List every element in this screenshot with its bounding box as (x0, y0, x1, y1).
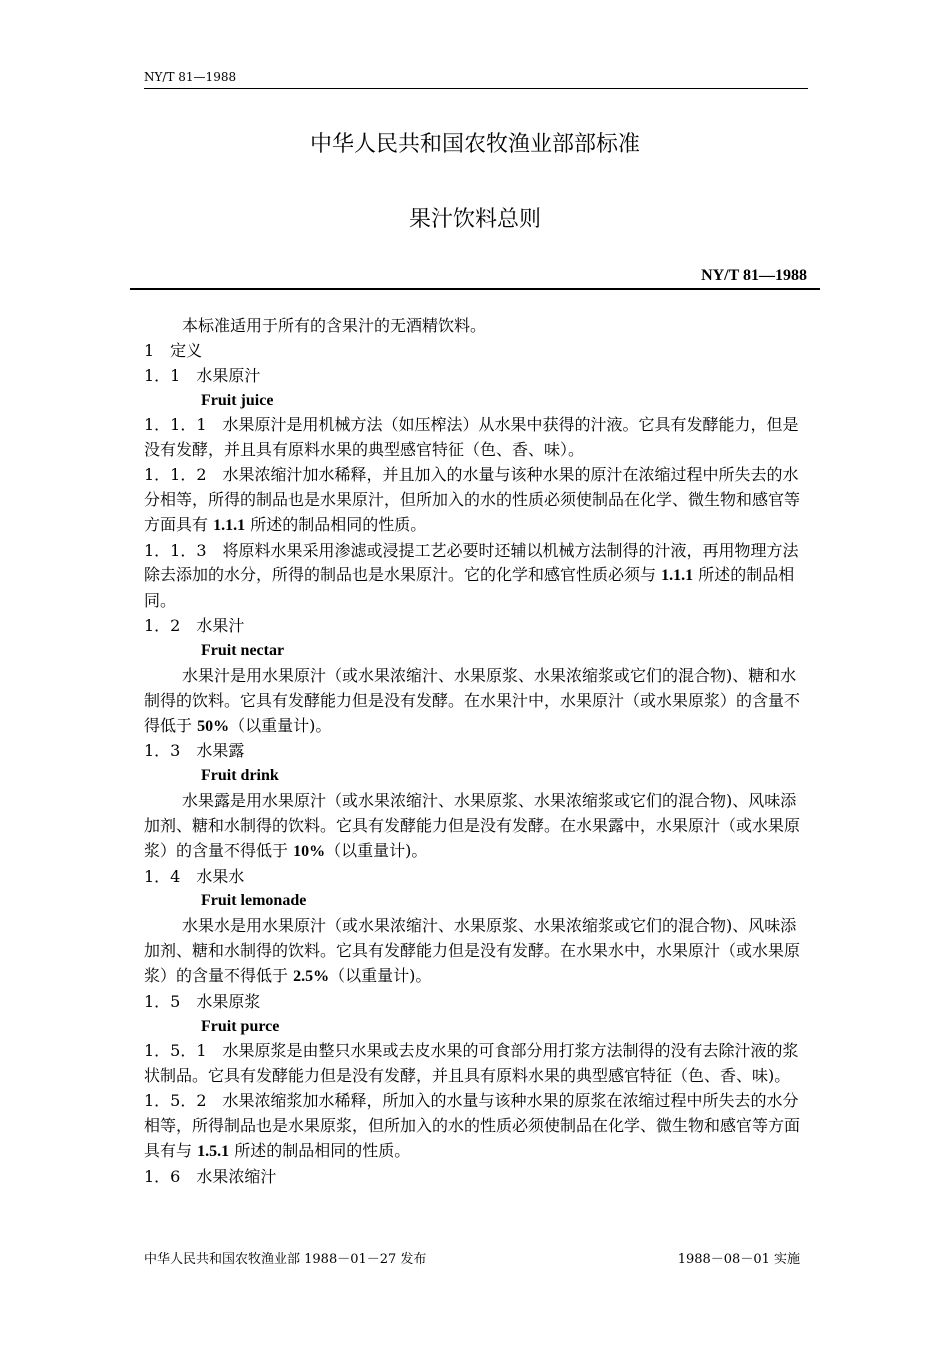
clause-1-1-2: 1．1．2 水果浓缩汁加水稀释，并且加入的水量与该种水果的原汁在浓缩过程中所失去的水分相等，所得的制品也是水果原汁，但所加入的水的性质必须使制品在化学、微生物和感官等方面具有 1.1.1 所述的制品相同的性质。 (144, 465, 801, 534)
section-1-heading: 1 定义 (144, 340, 203, 360)
clause-1-5-1: 1．5．1 水果原浆是由整只水果或去皮水果的可食部分用打浆方法制得的没有去除汁液的浆状制品。它具有发酵能力但是没有发酵，并且具有原料水果的典型感官特征（色、香、味)。 (144, 1041, 799, 1086)
section-1-5-heading: 1．5 水果原浆 (144, 991, 261, 1011)
title-rule (130, 288, 820, 290)
section-1-4-heading: 1．4 水果水 (144, 866, 245, 886)
standard-number: NY/T 81—1988 (701, 267, 807, 284)
section-1-4-paragraph: 水果水是用水果原汁（或水果浓缩汁、水果原浆、水果浓缩浆或它们的混合物)、风味添加剂、糖和水制得的饮料。它具有发酵能力但是没有发酵。在水果水中，水果原汁（或水果原浆）的含量不得低于 2.5%（以重量计)。 (144, 916, 801, 985)
footer-issue-date: 中华人民共和国农牧渔业部 1988－01－27 发布 (144, 1252, 427, 1267)
section-1-2-paragraph: 水果汁是用水果原汁（或水果浓缩汁、水果原浆、水果浓缩浆或它们的混合物)、糖和水制得的饮料。它具有发酵能力但是没有发酵。在水果汁中，水果原汁（或水果原浆）的含量不得低于 50%（以重量计)。 (144, 665, 801, 735)
section-1-5-english: Fruit purce (201, 1017, 280, 1035)
section-1-3-paragraph: 水果露是用水果原汁（或水果浓缩汁、水果原浆、水果浓缩浆或它们的混合物)、风味添加剂、糖和水制得的饮料。它具有发酵能力但是没有发酵。在水果露中，水果原汁（或水果原浆）的含量不得低于 10%（以重量计)。 (144, 791, 801, 860)
document-body (144, 314, 809, 1190)
footer-effective-date: 1988－08－01 实施 (677, 1252, 800, 1267)
section-1-1-english: Fruit juice (201, 391, 274, 409)
clause-ref: 1.1.1 (661, 567, 694, 585)
section-1-1-heading: 1．1 水果原汁 (144, 365, 261, 385)
percent-value: 50% (197, 717, 230, 735)
clause-1-5-2: 1．5．2 水果浓缩浆加水稀释，所加入的水量与该种水果的原浆在浓缩过程中所失去的水分相等，所得制品也是水果原浆，但所加入的水的性质必须使制品在化学、微生物和感官等方面具有与 1.5.1 所述的制品相同的性质。 (144, 1091, 801, 1160)
clause-1-1-3: 1．1．3 将原料水果采用渗滤或浸提工艺必要时还辅以机械方法制得的汁液，再用物理方法除去添加的水分，所得的制品也是水果原汁。它的化学和感官性质必须与 1.1.1 所述的制品相同。 (144, 540, 799, 611)
intro-paragraph: 本标准适用于所有的含果汁的无酒精饮料。 (182, 316, 487, 335)
section-1-2-heading: 1．2 水果汁 (144, 616, 245, 636)
clause-1-1-1: 1．1．1 水果原汁是用机械方法（如压榨法）从水果中获得的汁液。它具有发酵能力，但是没有发酵，并且具有原料水果的典型感官特征（色、香、味）。 (144, 415, 799, 460)
section-1-3-heading: 1．3 水果露 (144, 741, 245, 761)
doc-title: 果汁饮料总则 (408, 207, 541, 232)
clause-ref: 1.1.1 (213, 516, 246, 534)
section-1-4-english: Fruit lemonade (201, 892, 307, 910)
percent-value: 2.5% (293, 967, 330, 985)
header-code: NY/T 81—1988 (144, 70, 237, 84)
section-1-6-heading: 1．6 水果浓缩汁 (144, 1166, 277, 1186)
header-rule (144, 88, 808, 89)
percent-value: 10% (293, 842, 326, 860)
clause-ref: 1.5.1 (197, 1142, 230, 1160)
org-title: 中华人民共和国农牧渔业部部标准 (309, 132, 640, 157)
section-1-2-english: Fruit nectar (201, 641, 285, 659)
section-1-3-english: Fruit drink (201, 767, 279, 785)
